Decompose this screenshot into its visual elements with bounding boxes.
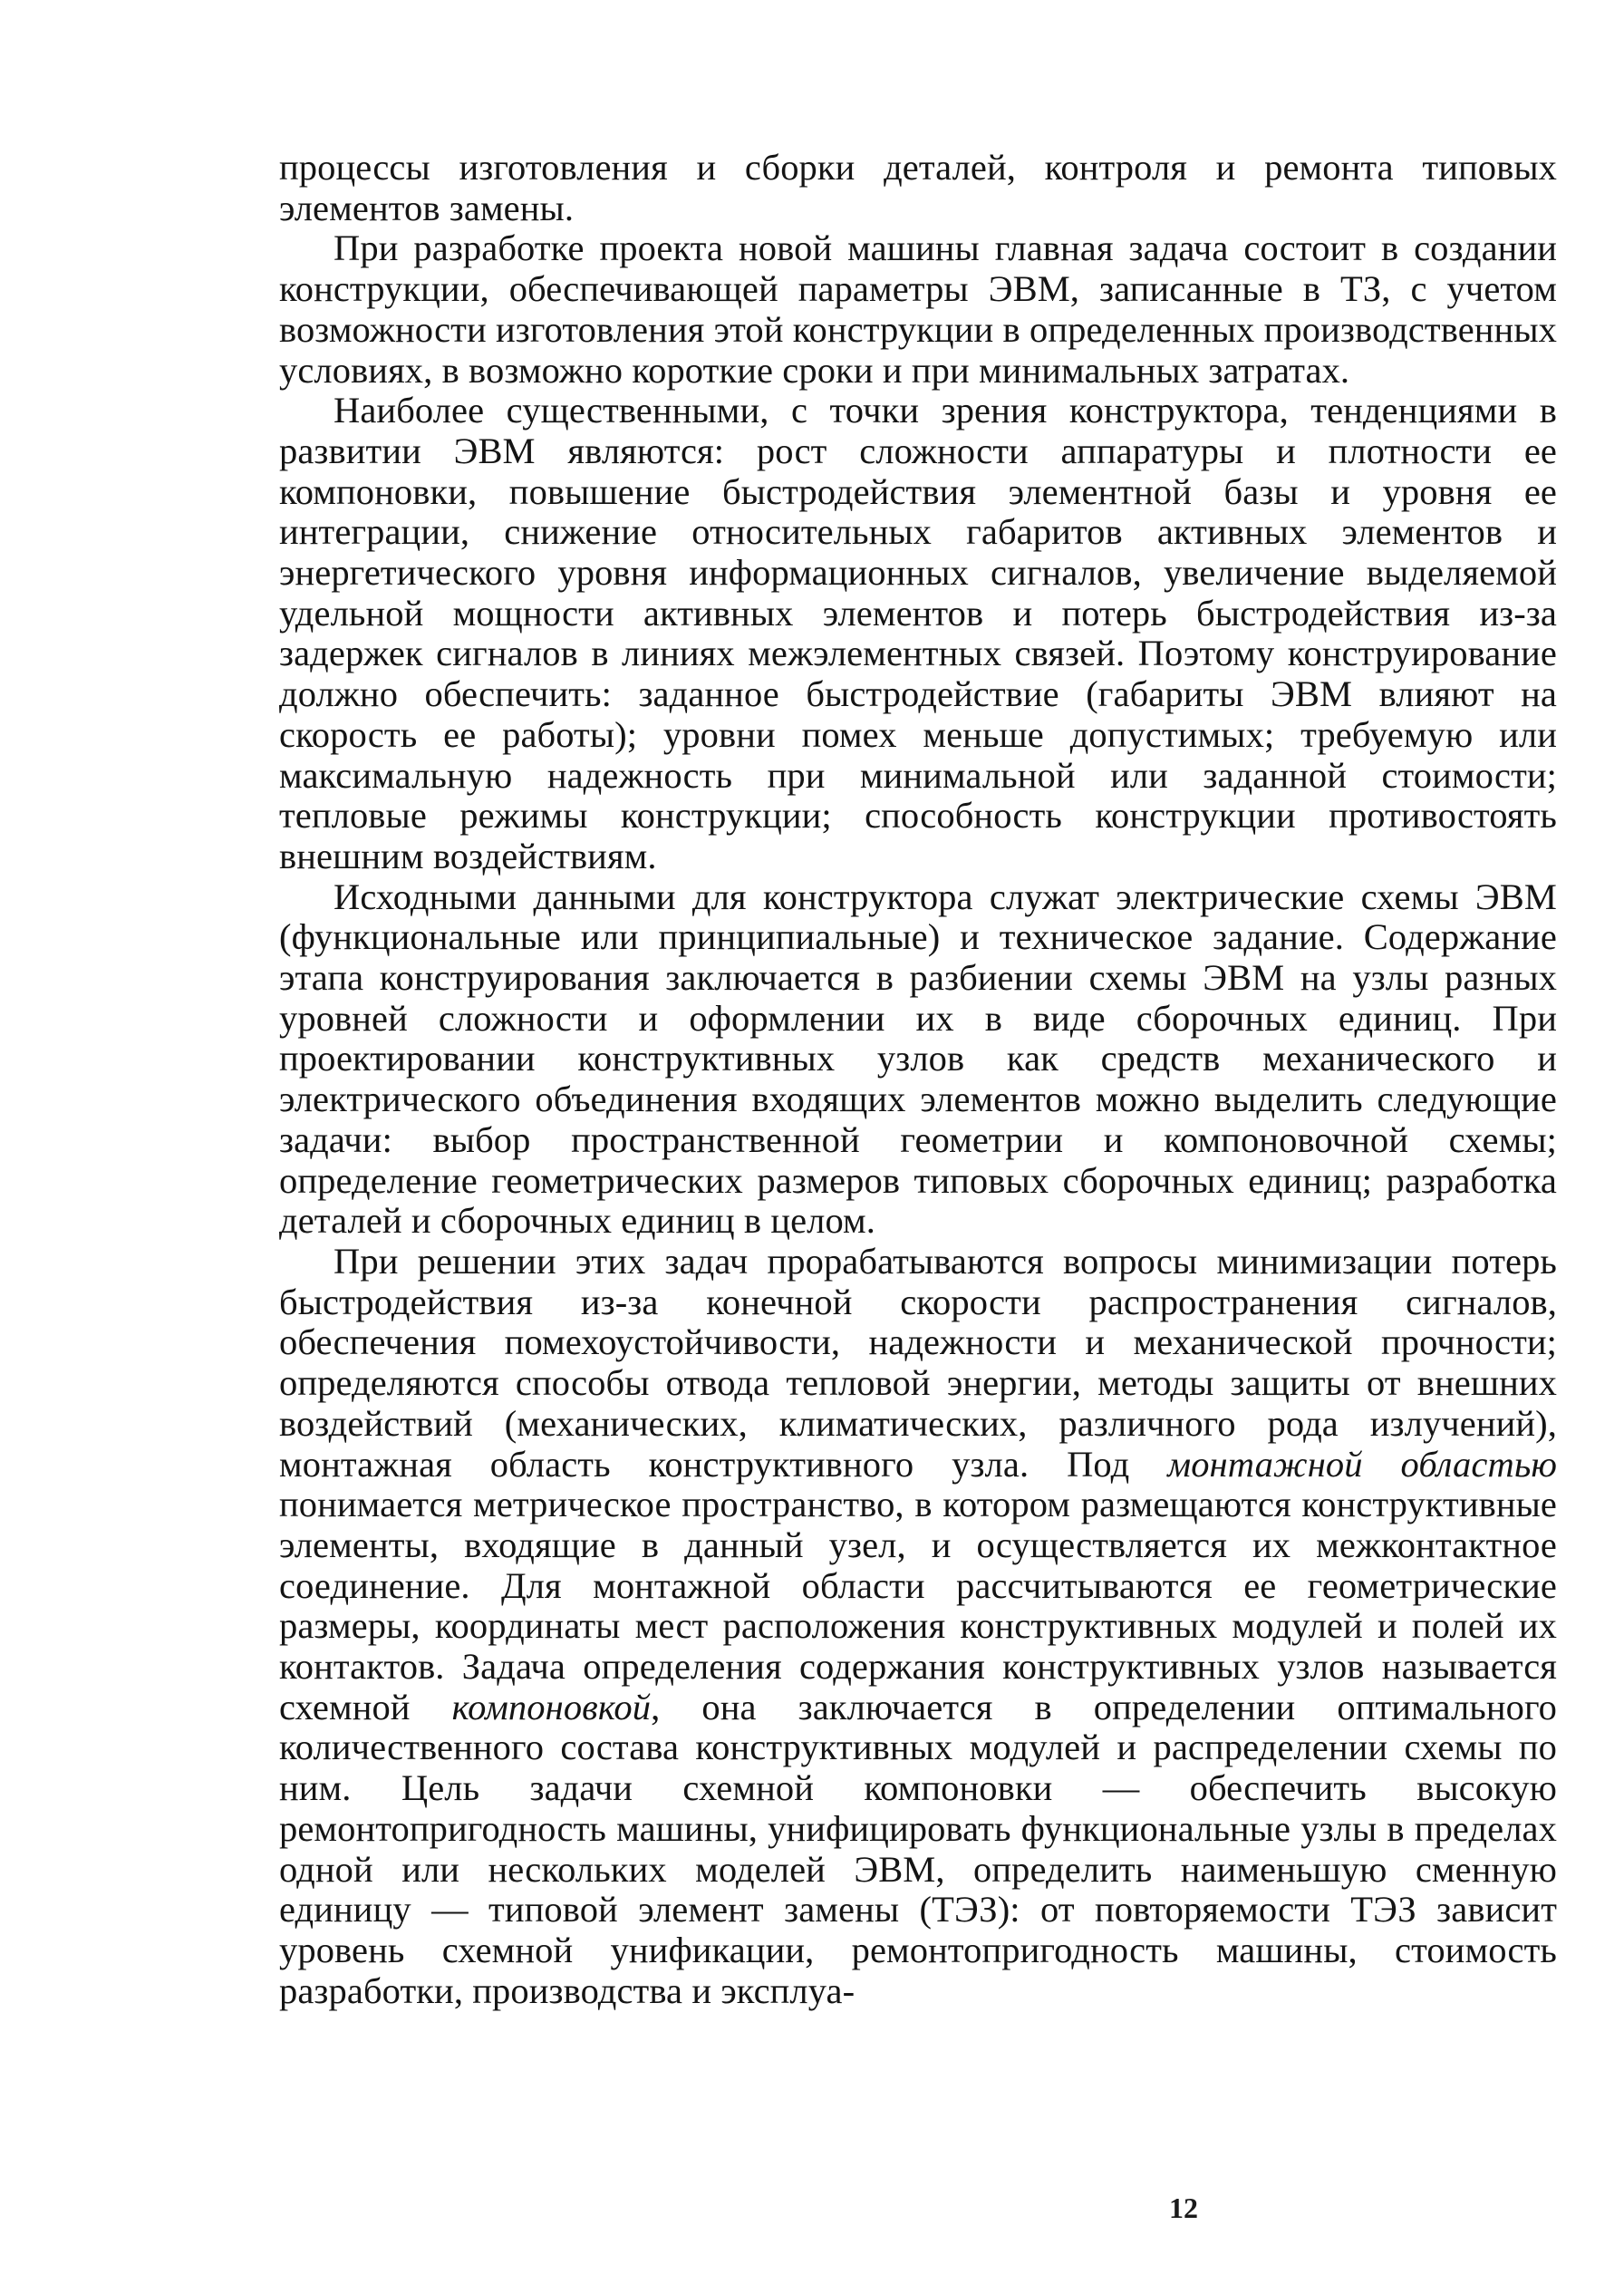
- paragraph-5-text-c: , она заключается в определении оптимального количественного состава конструктивных модулей и распределении схемы по ним. Цель задачи схемной компоновки — обеспечить высокую ремонтопригодность машины, унифицировать функциональные узлы в пределах одной или нескольких моделей ЭВМ, определить наименьшую сменную единицу — типовой элемент замены (ТЭЗ): от повторяемости ТЭЗ зависит уровень схемной унификации, ремонтопригодность машины, стоимость разработки, производства и эксплуа-: [279, 1686, 1558, 2011]
- paragraph-5-text-b: понимается метрическое пространство, в котором размещаются конструктивные элементы, входящие в данный узел, и осуществляется их межконтактное соединение. Для монтажной области рассчитываются ее геометрические размеры, координаты мест расположения конструктивных модулей и полей их контактов. Задача определения содержания конструктивных узлов называется схемной: [279, 1484, 1557, 1727]
- term-mounting-area: монтажной областью: [1167, 1443, 1558, 1485]
- paragraph-1: [279, 148, 1557, 228]
- paragraph-3-text: Наиболее существенными, с точки зрения конструктора, тенденциями в развитии ЭВМ являются: рост сложности аппаратуры и плотности ее компоновки, повышение быстродействия элементной базы и уровня ее интеграции, снижение относительных габаритов активных элементов и энергетического уровня информационных сигналов, увеличение выделяемой удельной мощности активных элементов и потерь быстродействия из-за задержек сигналов в линиях межэлементных связей. Поэтому конструирование должно обеспечить: заданное быстродействие (габариты ЭВМ влияют на скорость ее работы); уровни помех меньше допустимых; требуемую или максимальную надежность при минимальной или заданной стоимости; тепловые режимы конструкции; способность конструкции противостоять внешним воздействиям.: [279, 390, 1557, 876]
- paragraph-2: [279, 228, 1557, 391]
- page-body: [279, 148, 1557, 2011]
- paragraph-1-text: процессы изготовления и сборки деталей, контроля и ремонта типовых элементов замены.: [279, 147, 1557, 228]
- paragraph-5: [279, 1242, 1557, 2011]
- paragraph-5-text-a: При решении этих задач прорабатываются вопросы минимизации потерь быстродействия из-за конечной скорости распространения сигналов, обеспечения помехоустойчивости, надежности и механической прочности; определяются способы отвода тепловой энергии, методы защиты от внешних воздействий (механических, климатических, различного рода излучений), монтажная область конструктивного узла. Под: [279, 1240, 1557, 1485]
- paragraph-4-text: Исходными данными для конструктора служат электрические схемы ЭВМ (функциональные или принципиальные) и техническое задание. Содержание этапа конструирования заключается в разбиении схемы ЭВМ на узлы разных уровней сложности и оформлении их в виде сборочных единиц. При проектировании конструктивных узлов как средств механического и электрического объединения входящих элементов можно выделить следующие задачи: выбор пространственной геометрии и компоновочной схемы; определение геометрических размеров типовых сборочных единиц; разработка деталей и сборочных единиц в целом.: [279, 876, 1557, 1242]
- paragraph-3: [279, 391, 1557, 876]
- term-layout: компоновкой: [451, 1686, 652, 1727]
- paragraph-2-text: При разработке проекта новой машины главная задача состоит в создании конструкции, обеспечивающей параметры ЭВМ, записанные в ТЗ, с учетом возможности изготовления этой конструкции в определенных производственных условиях, в возможно короткие сроки и при минимальных затратах.: [279, 227, 1557, 391]
- page-number: 12: [1169, 2192, 1198, 2224]
- paragraph-4: [279, 877, 1557, 1242]
